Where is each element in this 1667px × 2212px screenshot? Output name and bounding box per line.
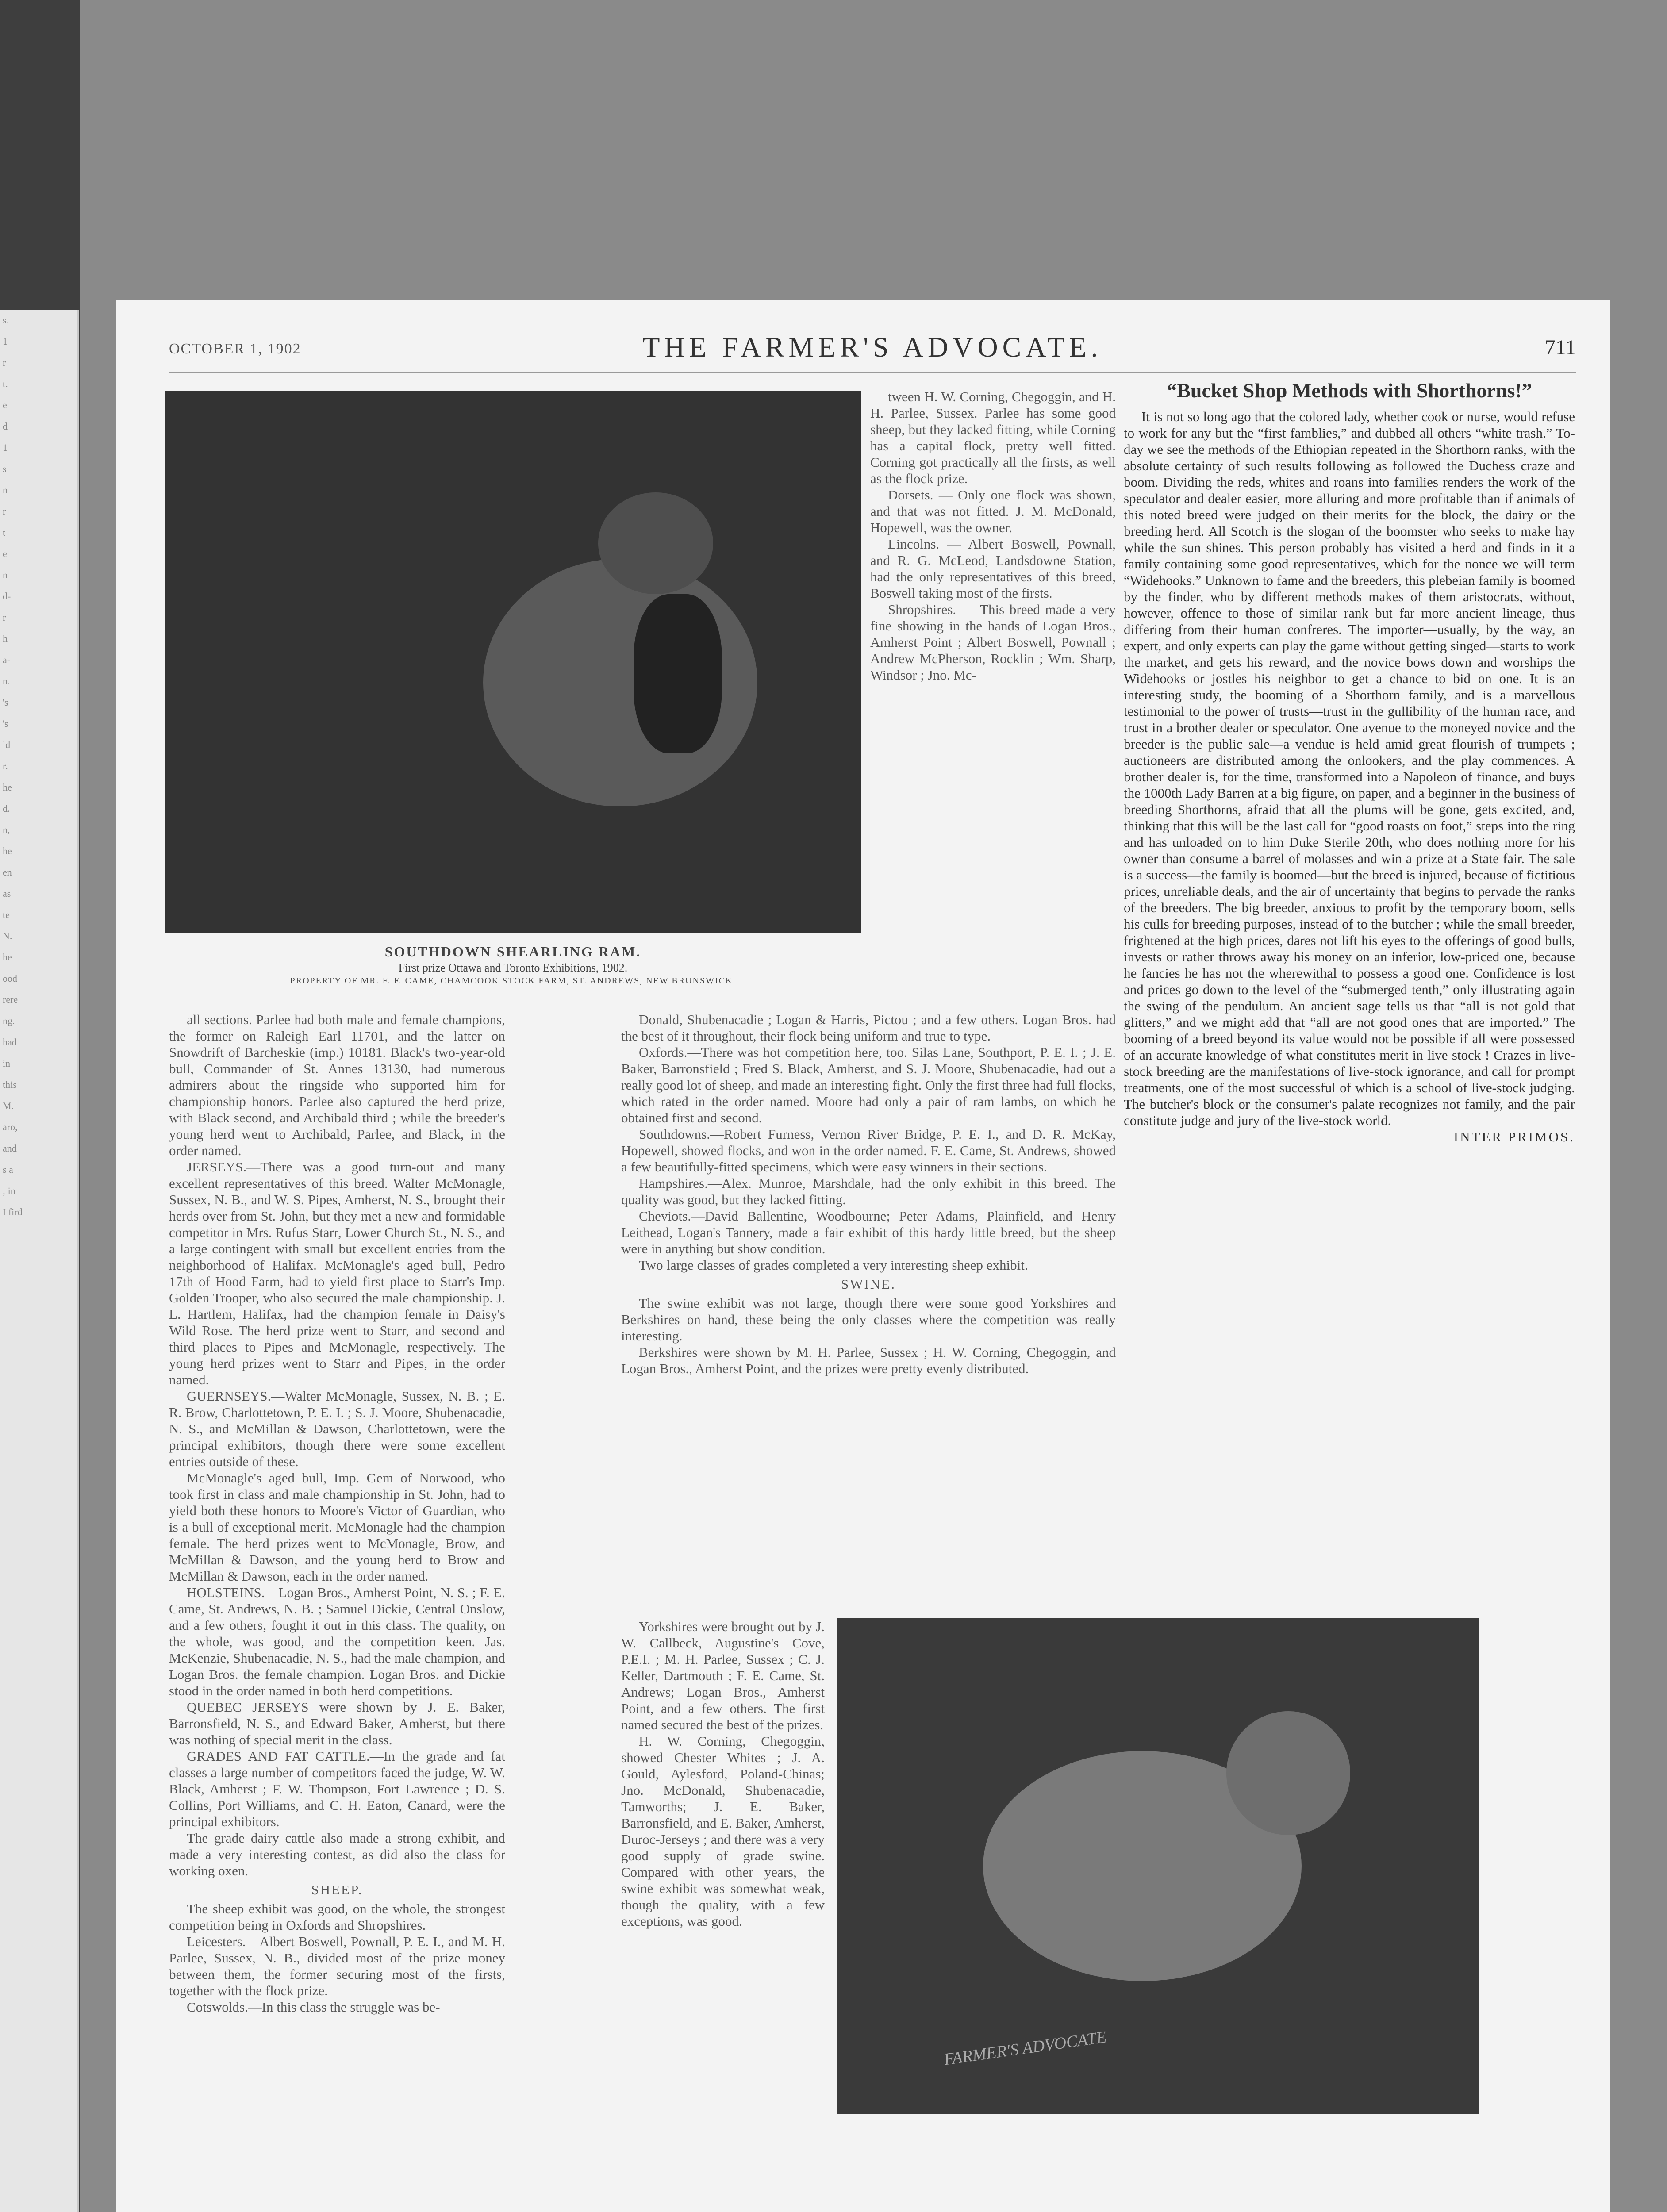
left-page-fragment: 's — [3, 697, 8, 708]
article-body — [1124, 408, 1575, 1585]
left-page-fragment: aro, — [3, 1121, 18, 1133]
left-page-fragment: M. — [3, 1100, 14, 1111]
left-page-fragment: ; in — [3, 1185, 15, 1196]
left-page-fragment: as — [3, 888, 11, 899]
left-page-fragment: d. — [3, 803, 10, 814]
paragraph: Dorsets. — Only one flock was shown, and that was not fitted. J. M. McDonald, Hopewell, was the owner. — [870, 487, 1116, 535]
left-page-fragment: r — [3, 506, 6, 517]
paragraph: all sections. Parlee had both male and female champions, the former on Raleigh Earl 11701, and the latter on Snowdrift of Barcheskie (imp.) 10181. Black's two-year-old bull, Commander of St. Annes 13130, had numerous admirers about the ringside who supported him for championship honors. Parlee also captured the herd prize, with Black second, and Archibald third ; while the breeder's young herd went to Archibald, Parlee, and Black, in the order named. — [169, 1012, 505, 1158]
ram-caption — [165, 944, 861, 986]
left-page-fragment: t. — [3, 378, 8, 389]
paragraph: Southdowns.—Robert Furness, Vernon River Bridge, P. E. I., and D. R. McKay, Hopewell, showed flocks, and won in the order named. F. E. Came, St. Andrews, showed a few beautifully-fitted specimens, which were easy winners in their sections. — [621, 1126, 1116, 1175]
handler-figure-shape — [634, 594, 722, 753]
paragraph: Leicesters.—Albert Boswell, Pownall, P. E. I., and M. H. Parlee, Sussex, N. B., divided most of the prize money between them, the former securing most of the firsts, together with the flock prize. — [169, 1934, 505, 1998]
left-page-fragment: he — [3, 845, 12, 856]
left-page-fragment: s — [3, 463, 7, 474]
left-page-fragment: n — [3, 484, 8, 495]
paragraph: JERSEYS.—There was a good turn-out and many excellent representatives of this breed. Walter McMonagle, Sussex, N. B., and W. S. Pipes, Amherst, N. S., brought their herds over from St. John, but they met a new and formidable competitor in Mrs. Rufus Starr, Lower Church St., N. S., and a large contingent with small but excellent entries from the neighborhood of Halifax. McMonagle's aged bull, Pedro 17th of Hood Farm, had to yield first place to Starr's Imp. Golden Trooper, who also secured the male championship. J. L. Hartlem, Halifax, had the champion female in Daisy's Wild Rose. The herd prize went to Starr, and second and third places to Pipes and McMonagle, respectively. The young herd prizes went to Starr and Pipes, in the order named. — [169, 1159, 505, 1387]
southdown-ram-photo — [165, 391, 861, 933]
paragraph: Hampshires.—Alex. Munroe, Marshdale, had the only exhibit in this breed. The quality was good, but they lacked fitting. — [621, 1175, 1116, 1207]
left-page-fragment: en — [3, 867, 12, 878]
left-page-fragment: n — [3, 569, 8, 580]
header-rule — [169, 372, 1576, 373]
left-page-fragment: s a — [3, 1164, 13, 1175]
paragraph: HOLSTEINS.—Logan Bros., Amherst Point, N. S. ; F. E. Came, St. Andrews, N. B. ; Samuel Dickie, Central Onslow, and a few others, fought it out in this class. The quality, on the whole, was good, and the competition keen. Jas. McKenzie, Shubenacadie, N. S., had the male champion, and Logan Bros. the female champion. Logan Bros. and Dickie stood in the order named in both herd competitions. — [169, 1585, 505, 1698]
left-page-fragment: r — [3, 612, 6, 623]
left-page-fragment: had — [3, 1037, 17, 1048]
left-page-fragment: a- — [3, 654, 11, 665]
paragraph: tween H. W. Corning, Chegoggin, and H. H. Parlee, Sussex. Parlee has some good sheep, but they lacked fitting, while Corning has a capital flock, pretty well fitted. Corning got practically all the firsts, as well as the flock prize. — [870, 389, 1116, 486]
left-page-fragment: ood — [3, 973, 17, 984]
left-page-fragment: and — [3, 1143, 17, 1154]
column-2-narrow — [621, 1618, 825, 2212]
paragraph: H. W. Corning, Chegoggin, showed Chester Whites ; J. A. Gould, Aylesford, Poland-Chinas; Jno. McDonald, Shubenacadie, Tamworths; J. E. Baker, Barronsfield, and E. Baker, Amherst, Duroc-Jerseys ; and there was a very good supply of grade swine. Compared with other years, the swine exhibit was somewhat weak, though the quality, with a few exceptions, was good. — [621, 1733, 825, 1929]
left-page-fragment: s. — [3, 315, 9, 326]
paragraph: Oxfords.—There was hot competition here, too. Silas Lane, Southport, P. E. I. ; J. E. Baker, Barronsfield ; Fred S. Black, Amherst, and S. J. Moore, Shubenacadie, had out a really good lot of sheep, and made an interesting fight. Only the first three had full flocks, which rated in the order named. Moore had only a pair of ram lambs, on which he obtained first and second. — [621, 1045, 1116, 1125]
paragraph: QUEBEC JERSEYS were shown by J. E. Baker, Barronsfield, N. S., and Edward Baker, Amherst, but there was nothing of special merit in the class. — [169, 1699, 505, 1747]
left-page-fragment: 1 — [3, 442, 8, 453]
section-heading: SHEEP. — [311, 1882, 363, 1897]
left-page-fragment: 's — [3, 718, 8, 729]
left-page-fragment: e — [3, 548, 7, 559]
ram-caption-title: SOUTHDOWN SHEARLING RAM. — [384, 944, 641, 960]
paragraph: McMonagle's aged bull, Imp. Gem of Norwood, who took first in class and male championship in St. John, had to yield both these honors to Moore's Victor of Guardian, who is a bull of exceptional merit. McMonagle had the champion female. The herd prizes went to McMonagle, Brow, and McMillan & Dawson, and the young herd to Brow and McMillan & Dawson, each in the order named. — [169, 1470, 505, 1584]
paragraph: The sheep exhibit was good, on the whole, the strongest competition being in Oxfords and Shropshires. — [169, 1901, 505, 1933]
left-page-fragment: rere — [3, 994, 18, 1005]
lord-roberts-photo — [837, 1618, 1479, 2114]
ram-head-shape — [598, 492, 713, 594]
paragraph: The grade dairy cattle also made a strong exhibit, and made a very interesting contest, as did also the class for working oxen. — [169, 1830, 505, 1878]
column-1 — [169, 1011, 505, 2212]
left-page-fragment: he — [3, 952, 12, 963]
masthead: THE FARMER'S ADVOCATE. — [642, 331, 1102, 363]
ram-caption-line: First prize Ottawa and Toronto Exhibitions, 1902. — [398, 961, 628, 974]
left-page-fragment: I fird — [3, 1206, 23, 1217]
page-header — [169, 331, 1576, 366]
paragraph: Lincolns. — Albert Boswell, Pownall, and R. G. McLeod, Landsdowne Station, had the only representatives of this breed, Boswell taking most of the firsts. — [870, 536, 1116, 601]
paragraph: GUERNSEYS.—Walter McMonagle, Sussex, N. B. ; E. R. Brow, Charlottetown, P. E. I. ; S. J. Moore, Shubenacadie, N. S., and McMillan & Dawson, Charlottetown, were the principal exhibitors, though there were some excellent entries outside of these. — [169, 1388, 505, 1469]
section-heading: SWINE. — [841, 1276, 896, 1292]
issue-date: OCTOBER 1, 1902 — [169, 341, 301, 357]
left-page-fragment: in — [3, 1058, 11, 1069]
left-page-fragment: e — [3, 399, 7, 411]
left-page-fragment: 1 — [3, 336, 8, 347]
article-title: “Bucket Shop Methods with Shorthorns!” — [1167, 379, 1532, 402]
left-page-fragment: r. — [3, 760, 8, 772]
article-signature: INTER PRIMOS. — [1453, 1129, 1575, 1144]
left-page-fragment: N. — [3, 930, 12, 941]
left-page-fragment: r — [3, 357, 6, 368]
left-page-fragment: this — [3, 1079, 17, 1090]
paragraph: GRADES AND FAT CATTLE.—In the grade and fat classes a large number of competitors faced the judge, W. W. Black, Amherst ; F. W. Thompson, Fort Lawrence ; D. S. Collins, Port Williams, and C. H. Eaton, Canard, were the principal exhibitors. — [169, 1748, 505, 1829]
left-page-fragment: n. — [3, 676, 10, 687]
ram-head-shape — [1226, 1711, 1350, 1835]
left-page-fragment: t — [3, 527, 6, 538]
left-page-fragment: ld — [3, 739, 11, 750]
ram-caption-owner: PROPERTY OF MR. F. F. CAME, CHAMCOOK STOCK FARM, ST. ANDREWS, NEW BRUNSWICK. — [290, 976, 736, 986]
page-number: 711 — [1544, 336, 1576, 359]
paragraph: Berkshires were shown by M. H. Parlee, Sussex ; H. W. Corning, Chegoggin, and Logan Bros., Amherst Point, and the prizes were pretty evenly distributed. — [621, 1344, 1116, 1376]
paragraph: Shropshires. — This breed made a very fine showing in the hands of Logan Bros., Amherst Point ; Albert Boswell, Pownall ; Andrew McPherson, Rocklin ; Wm. Sharp, Windsor ; Jno. Mc- — [870, 602, 1116, 683]
newspaper-page — [116, 300, 1610, 2212]
left-page-fragment: d- — [3, 591, 11, 602]
paragraph: The swine exhibit was not large, though there were some good Yorkshires and Berkshires on hand, these being the only classes where the competition was really interesting. — [621, 1295, 1116, 1344]
left-page-fragment: n, — [3, 824, 10, 835]
left-page-fragment: he — [3, 782, 12, 793]
paragraph: Donald, Shubenacadie ; Logan & Harris, Pictou ; and a few others. Logan Bros. had the best of it throughout, their flock being uniform and true to type. — [621, 1012, 1116, 1044]
column-2-bottom — [621, 1011, 1116, 1617]
column-2-top — [870, 388, 1116, 1010]
left-page-fragment: te — [3, 909, 10, 920]
left-page-fragment: ng. — [3, 1015, 15, 1026]
left-page-fragment: d — [3, 421, 8, 432]
paragraph: Two large classes of grades completed a very interesting sheep exhibit. — [639, 1257, 1028, 1273]
photo-watermark: FARMER'S ADVOCATE — [942, 2028, 1108, 2069]
paragraph: It is not so long ago that the colored lady, whether cook or nurse, would refuse to work for any but the “first famblies,” and dubbed all others “white trash.” To-day we see the methods of the Ethiopian repeated in the Shorthorn ranks, with the absolute certainty of such results following as followed the Duchess craze and boom. Dividing the reds, whites and roans into families renders the work of the speculator and dealer easier, more alluring and more profitable than if animals of this noted breed were judged on their merits for the block, the dairy or the breeding herd. All Scotch is the slogan of the boomster who seeks to make hay while the sun shines. This person probably has visited a herd and finds in it a family containing some good representatives, which for the nonce we will term “Widehooks.” Unknown to fame and the breeders, this plebeian family is boomed by the finder, who by different methods makes of them aristocrats, without, however, offence to those of similar rank but far more ancient lineage, thus differing from their human confreres. The importer—usually, by the way, an expert, and only experts can play the game without getting singed—starts to work the market, and gets his reward, and the novice bows down and worships the Widehooks or jostles his neighbor to get a chance to bid on one. It is an interesting study, the booming of a Shorthorn family, and is a marvellous testimonial to the power of trusts—trust in the gullibility of the human race, and trust in a brother dealer or speculator. One avenue to the moneyed novice and the breeder is the public sale—a vendue is held amid great flourish of trumpets ; auctioneers are distributed among the onlookers, and the play commences. A brother dealer is, for the time, transformed into a Napoleon of finance, and buys the 1000th Lady Barren at a big figure, on paper, and a beginner in the business of breeding Shorthorns, afraid that all the plums will be gone, gets excited, and, thinking that this will be the last call for “good roasts on foot,” steps into the ring and has unloaded on to him Duke Sterile 20th, who does nothing more for his owner than consume a barrel of molasses and win a prize at a State fair. The sale is a success—the family is boomed—but the breed is injured, because of fictitious prices, unreliable deals, and the air of uncertainty that begins to pervade the ranks of the breeders. The big breeder, anxious to profit by the temporary boom, sells his culls for breeding purposes, instead of to the butcher ; while the small breeder, frightened at the high prices, dares not lift his eyes to the offerings of good bulls, invests or rather throws away his money on an inferior, low-priced one, because he fancies he has not the wherewithal to possess a good one. Confidence is lost and prices go down to the level of the “submerged tenth,” only illustrating again the swing of the pendulum. An ancient sage tells us that “all is not gold that glitters,” and we might add that “all are not good ones that are imported.” The booming of a breed beyond its value would not be possible if all were possessed of an accurate knowledge of what constitutes merit in live stock ! Crazes in live-stock breeding are the manifestations of live-stock ignorance, and call for prompt treatments, one of the most successful of which is a school of live-stock judging. The butcher's block or the consumer's palate recognizes not family, and the pair constitute judge and jury of the live-stock world. — [1124, 409, 1575, 1128]
left-page-fragment: h — [3, 633, 8, 644]
paragraph: Cotswolds.—In this class the struggle was be- — [187, 1999, 440, 2015]
adjacent-page-edge — [0, 310, 79, 2212]
paragraph: Yorkshires were brought out by J. W. Callbeck, Augustine's Cove, P.E.I. ; M. H. Parlee, Sussex ; C. J. Keller, Dartmouth ; F. E. Came, St. Andrews; Logan Bros., Amherst Point, and a few others. The first named secured the best of the prizes. — [621, 1619, 825, 1732]
paragraph: Cheviots.—David Ballentine, Woodbourne; Peter Adams, Plainfield, and Henry Leithead, Logan's Tannery, made a fair exhibit of this hardy little breed, but the sheep were in anything but show condition. — [621, 1208, 1116, 1256]
